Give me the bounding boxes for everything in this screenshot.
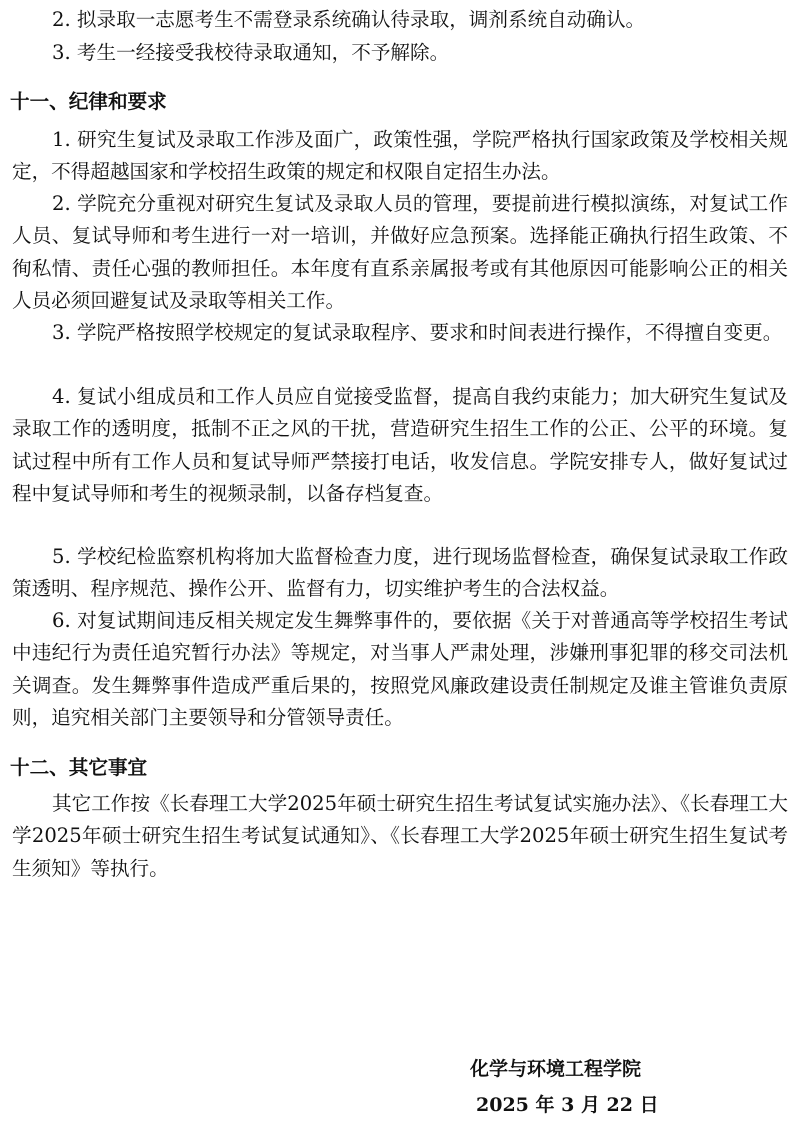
section-12-heading: 十二、其它事宜 <box>10 756 148 779</box>
item-10-2: 2. 拟录取一志愿考生不需登录系统确认待录取，调剂系统自动确认。 <box>52 8 646 31</box>
item-11-2: 2. 学院充分重视对研究生复试及录取人员的管理，要提前进行模拟演练，对复试工作人员、复试导师和考生进行一对一培训，并做好应急预案。选择能正确执行招生政策、不徇私情、责任心强的教师担任。本年度有直系亲属报考或有其他原因可能影响公正的相关人员必须回避复试及录取等相关工作。 <box>12 192 788 313</box>
signature-org: 化学与环境工程学院 <box>470 1058 642 1080</box>
item-11-1: 1. 研究生复试及录取工作涉及面广，政策性强，学院严格执行国家政策及学校相关规定，不得超越国家和学校招生政策的规定和权限自定招生办法。 <box>12 128 788 184</box>
section-12-body: 其它工作按《长春理工大学2025年硕士研究生招生考试复试实施办法》、《长春理工大学2025年硕士研究生招生考试复试通知》、《长春理工大学2025年硕士研究生招生复试考生须知》等执行。 <box>12 792 788 880</box>
section-11-heading: 十一、纪律和要求 <box>10 90 167 113</box>
item-11-3: 3. 学院严格按照学校规定的复试录取程序、要求和时间表进行操作，不得擅自变更。 <box>52 321 783 344</box>
item-11-5: 5. 学校纪检监察机构将加大监督检查力度，进行现场监督检查，确保复试录取工作政策透明、程序规范、操作公开、监督有力，切实维护考生的合法权益。 <box>12 545 788 601</box>
signature-date: 2025 年 3 月 22 日 <box>476 1094 659 1116</box>
item-11-4: 4. 复试小组成员和工作人员应自觉接受监督，提高自我约束能力；加大研究生复试及录取工作的透明度，抵制不正之风的干扰，营造研究生招生工作的公正、公平的环境。复试过程中所有工作人员和复试导师严禁接打电话，收发信息。学院安排专人，做好复试过程中复试导师和考生的视频录制，以备存档复查。 <box>12 385 788 506</box>
item-11-6: 6. 对复试期间违反相关规定发生舞弊事件的，要依据《关于对普通高等学校招生考试中违纪行为责任追究暂行办法》等规定，对当事人严肃处理，涉嫌刑事犯罪的移交司法机关调查。发生舞弊事件造成严重后果的，按照党风廉政建设责任制规定及谁主管谁负责原则，追究相关部门主要领导和分管领导责任。 <box>12 609 788 730</box>
item-10-3: 3. 考生一经接受我校待录取通知，不予解除。 <box>52 41 450 64</box>
